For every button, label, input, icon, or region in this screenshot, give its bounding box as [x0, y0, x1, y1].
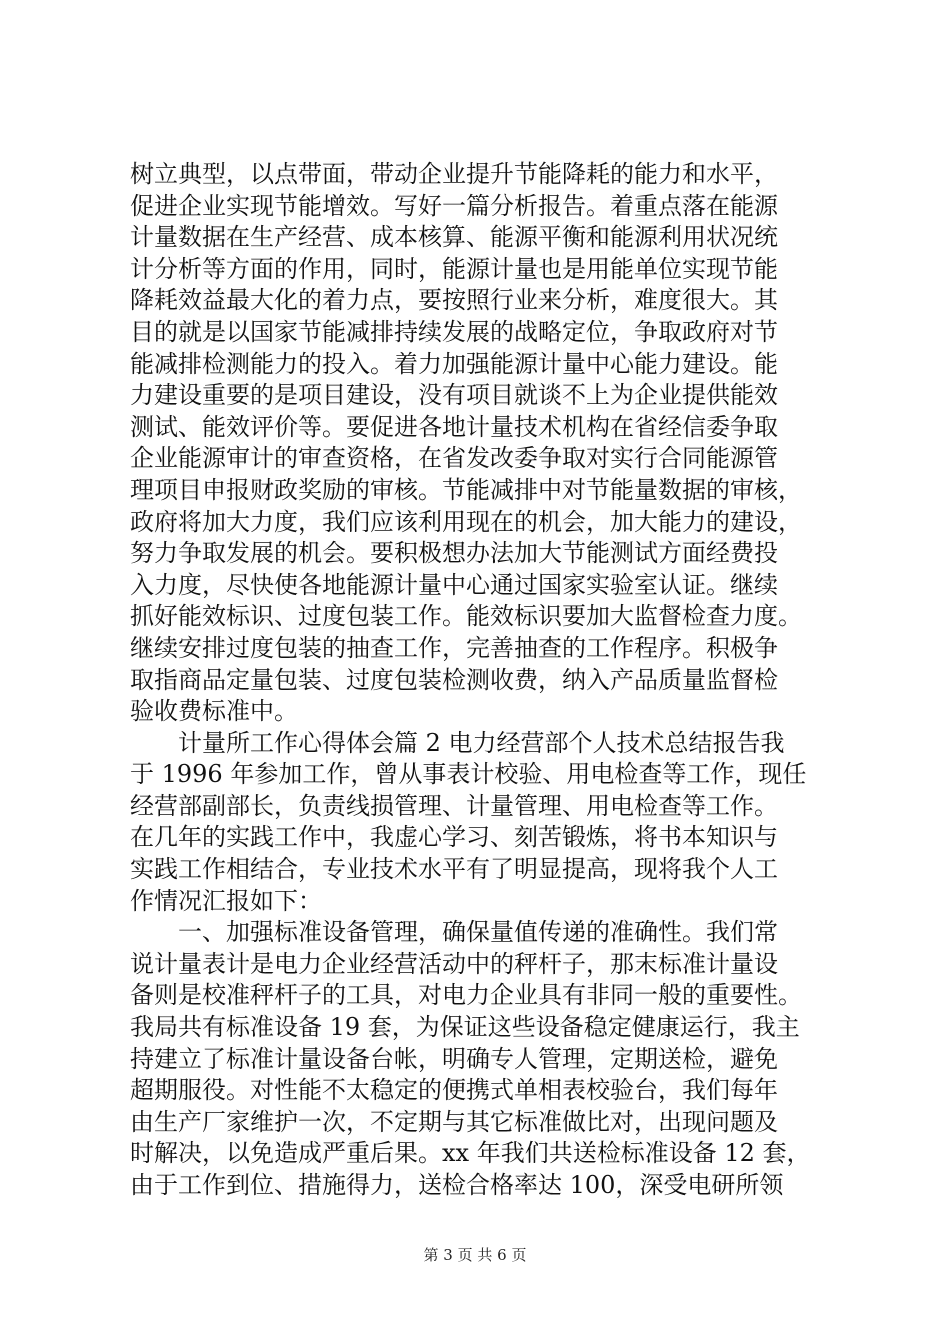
document-body [130, 159, 830, 1202]
text-line-1: 树立典型，以点带面，带动企业提升节能降耗的能力和水平， [130, 160, 778, 188]
text-line-6: 目的就是以国家节能减排持续发展的战略定位，争取政府对节 [130, 317, 778, 346]
text-line-7: 能减排检测能力的投入。着力加强能源计量中心能力建设。能 [130, 349, 778, 378]
text-line-2: 促进企业实现节能增效。写好一篇分析报告。着重点落在能源 [130, 191, 778, 220]
text-line-21: 经营部副部长，负责线损管理、计量管理、用电检查等工作。 [130, 791, 778, 820]
text-line-30: 超期服役。对性能不太稳定的便携式单相表校验台，我们每年 [130, 1076, 778, 1105]
text-line-18: 验收费标准中。 [130, 697, 298, 726]
text-line-20: 于 1996 年参加工作，曾从事表计校验、用电检查等工作，现任 [130, 760, 807, 789]
text-line-10: 企业能源审计的审查资格，在省发改委争取对实行合同能源管 [130, 444, 778, 473]
page-number-footer: 第 3 页 共 6 页 [423, 1246, 527, 1264]
text-line-8: 力建设重要的是项目建设，没有项目就谈不上为企业提供能效 [130, 381, 778, 410]
text-line-13: 努力争取发展的机会。要积极想办法加大节能测试方面经费投 [130, 539, 778, 568]
text-line-31: 由生产厂家维护一次，不定期与其它标准做比对，出现问题及 [130, 1107, 778, 1136]
text-line-25: 一、加强标准设备管理，确保量值传递的准确性。我们常 [130, 918, 778, 947]
text-line-4: 计分析等方面的作用，同时，能源计量也是用能单位实现节能 [130, 254, 778, 283]
text-line-9: 测试、能效评价等。要促进各地计量技术机构在省经信委争取 [130, 412, 778, 441]
text-line-14: 入力度，尽快使各地能源计量中心通过国家实验室认证。继续 [130, 570, 778, 599]
text-line-5: 降耗效益最大化的着力点，要按照行业来分析，难度很大。其 [130, 286, 778, 315]
text-line-29: 持建立了标准计量设备台帐，明确专人管理，定期送检，避免 [130, 1044, 778, 1073]
text-line-12: 政府将加大力度，我们应该利用现在的机会，加大能力的建设， [130, 507, 802, 536]
text-line-26: 说计量表计是电力企业经营活动中的秤杆子，那末标准计量设 [130, 949, 778, 978]
text-line-16: 继续安排过度包装的抽查工作，完善抽查的工作程序。积极争 [130, 633, 778, 662]
text-line-19: 计量所工作心得体会篇 2 电力经营部个人技术总结报告我 [130, 728, 785, 757]
text-line-32: 时解决，以免造成严重后果。xx 年我们共送检标准设备 12 套， [130, 1139, 811, 1168]
text-line-23: 实践工作相结合，专业技术水平有了明显提高，现将我个人工 [130, 855, 778, 884]
text-line-28: 我局共有标准设备 19 套，为保证这些设备稳定健康运行，我主 [130, 1013, 800, 1042]
text-line-22: 在几年的实践工作中，我虚心学习、刻苦锻炼，将书本知识与 [130, 823, 778, 852]
text-line-3: 计量数据在生产经营、成本核算、能源平衡和能源利用状况统 [130, 223, 778, 252]
text-line-24: 作情况汇报如下： [130, 886, 322, 915]
text-line-11: 理项目申报财政奖励的审核。节能减排中对节能量数据的审核， [130, 475, 802, 504]
text-line-15: 抓好能效标识、过度包装工作。能效标识要加大监督检查力度。 [130, 602, 802, 631]
text-line-27: 备则是校准秤杆子的工具，对电力企业具有非同一般的重要性。 [130, 981, 802, 1010]
text-line-17: 取指商品定量包装、过度包装检测收费，纳入产品质量监督检 [130, 665, 778, 694]
text-line-33: 由于工作到位、措施得力，送检合格率达 100，深受电研所领 [130, 1171, 784, 1199]
